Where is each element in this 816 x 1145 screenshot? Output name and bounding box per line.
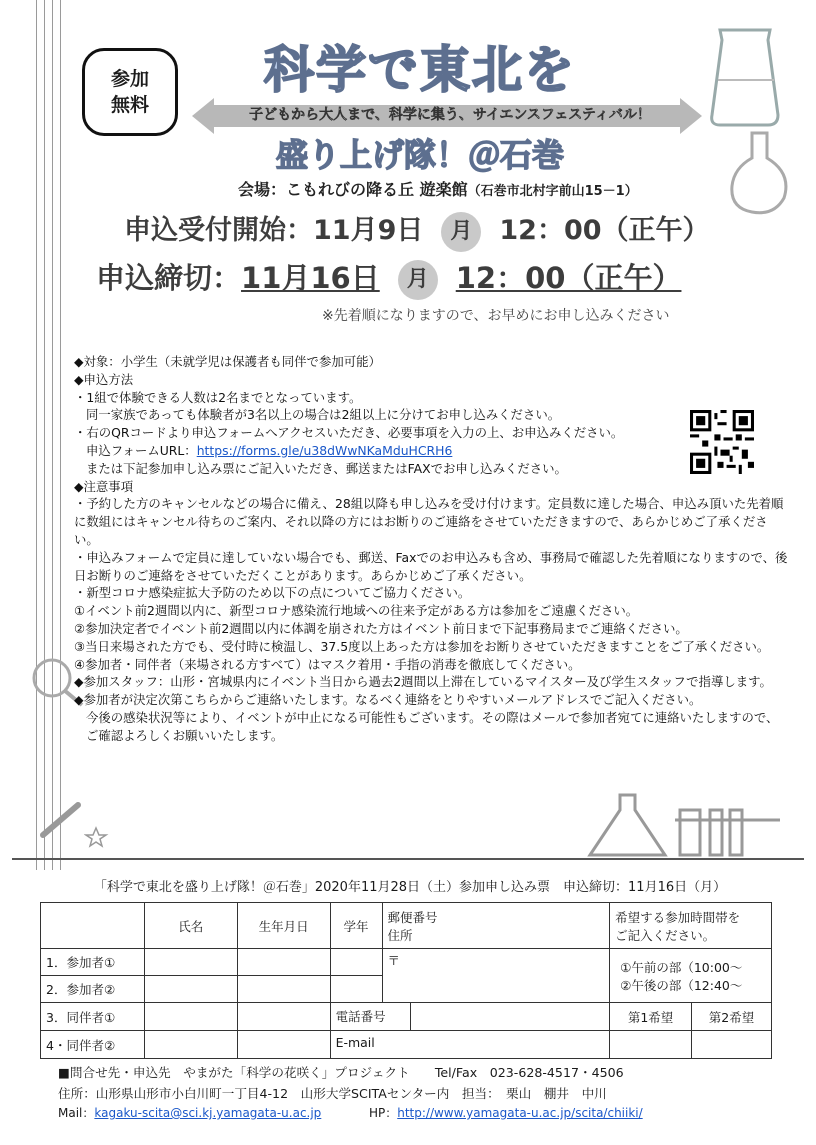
col-birth: 生年月日: [237, 903, 330, 949]
contact-text: ◆参加者が決定次第こちらからご連絡いたします。なるべく連絡をとりやすいメールアドレスでご記入ください。: [74, 692, 702, 708]
application-form-table: [40, 902, 772, 1059]
method-text: ・右のQRコードより申込フォームへアクセスいただき、必要事項を入力の上、お申込みください。: [74, 425, 624, 441]
caution-text: ・申込みフォームで定員に達していない場合でも、郵送、Faxでのお申込みも含め、事務局で確認した先着順になりますので、後日お断りのご連絡をさせていただくことがあります。あらかじめご了承ください。: [74, 549, 788, 583]
hp-link[interactable]: http://www.yamagata-u.ac.jp/scita/chiiki/: [397, 1106, 643, 1120]
postal-mark: 〒: [387, 953, 401, 968]
email-cell: [330, 1031, 610, 1059]
method-heading: ◆申込方法: [74, 371, 134, 387]
form-url-link[interactable]: https://forms.gle/u38dWwNKaMduHCRH6: [196, 442, 453, 458]
caution-text: ②参加決定者でイベント前2週間以内に体調を崩された方はイベント前日まで下記事務局までご連絡ください。: [74, 620, 688, 636]
name-field[interactable]: [144, 949, 237, 976]
birth-field[interactable]: [237, 949, 330, 976]
grade-field[interactable]: [330, 976, 382, 1003]
caution-text: ①イベント前2週間以内に、新型コロナ感染流行地域への往来予定がある方は参加をご遠慮ください。: [74, 603, 639, 619]
lab-equipment-icon: [580, 790, 790, 860]
badge-line2: 無料: [110, 94, 149, 116]
table-cell: [41, 903, 145, 949]
decor-line: [60, 0, 61, 870]
first-come-note: ※先着順になりますので、お早めにお申し込みください: [322, 308, 670, 324]
free-badge: [82, 48, 178, 136]
table-row: [41, 1031, 772, 1059]
form-url-label: 申込フォームURL：: [86, 442, 197, 458]
name-field[interactable]: [144, 1003, 237, 1031]
mail-link[interactable]: kagaku-scita@sci.kj.yamagata-u.ac.jp: [94, 1106, 322, 1120]
col-postal-address: [382, 903, 610, 949]
phone-field[interactable]: [411, 1003, 610, 1030]
table-row: [41, 1003, 772, 1031]
contact-text: 今後の感染状況等により、イベントが中止になる可能性もございます。その際はメールで参加者宛てに連絡いたしますので、ご確認よろしくお願いいたします。: [86, 709, 779, 743]
table-header-row: [41, 903, 772, 949]
form-title: 「科学で東北を盛り上げ隊！＠石巻」2020年11月28日（土）参加申し込み票 申込締切：11月16日（月）: [93, 880, 727, 895]
event-title-top: 科学で東北を: [264, 41, 576, 99]
phone-label-text: 電話番号: [331, 1003, 411, 1030]
choice2-label: 第2希望: [692, 1003, 772, 1031]
mail-hp-line: [58, 1104, 643, 1121]
venue-address: （石巻市北村字前山15－1）: [467, 184, 638, 199]
caution-text: ・新型コロナ感染症拡大予防のため以下の点についてご協力ください。: [74, 585, 471, 601]
choice1-label: 第1希望: [610, 1003, 692, 1031]
beaker-icon: [690, 20, 800, 130]
badge-line1: 参加: [110, 68, 149, 90]
hp-label: HP：: [368, 1106, 398, 1120]
email-row: [331, 1031, 610, 1058]
col-time-line1: 希望する参加時間帯を: [615, 909, 741, 925]
row-label: 3．同伴者①: [41, 1003, 145, 1031]
address-field[interactable]: [382, 949, 610, 1003]
method-text: または下記参加申し込み票にご記入いただき、郵送またはFAXでお申し込みください。: [86, 460, 567, 476]
qr-code-icon[interactable]: [690, 410, 754, 474]
col-address: 住所: [387, 927, 413, 943]
name-field[interactable]: [144, 1031, 237, 1059]
start-dow: 月: [441, 212, 481, 252]
pm-option: ②午後の部（12:40〜: [620, 977, 743, 993]
application-deadline: [96, 256, 681, 300]
target-text: ◆対象：小学生（未就学児は保護者も同伴で参加可能）: [74, 354, 381, 369]
staff-text: ◆参加スタッフ：山形・宮城県内にイベント当日から過去2週間以上滞在しているマイスター及び学生スタッフで指導します。: [74, 674, 772, 690]
time-options: [610, 949, 772, 1003]
row-label: 2．参加者②: [41, 976, 145, 1003]
end-dow: 月: [398, 260, 438, 300]
method-text: 同一家族であっても体験者が3名以上の場合は2組以上に分けてお申し込みください。: [86, 407, 561, 423]
col-time: [610, 903, 772, 949]
end-label: 申込締切：: [96, 261, 242, 295]
end-date: 11月16日: [241, 261, 380, 295]
col-postal: 郵便番号: [387, 909, 438, 925]
row-label: 1．参加者①: [41, 949, 145, 976]
name-field[interactable]: [144, 976, 237, 1003]
table-row: [41, 949, 772, 976]
col-grade: 学年: [330, 903, 382, 949]
birth-field[interactable]: [237, 1031, 330, 1059]
col-time-line2: ご記入ください。: [615, 927, 716, 943]
tagline: 子どもから大人まで、科学に集う、サイエンスフェスティバル！: [249, 107, 651, 123]
end-time: 12：00（正午）: [455, 261, 682, 295]
event-title-bottom: 盛り上げ隊！＠石巻: [275, 136, 564, 174]
birth-field[interactable]: [237, 1003, 330, 1031]
caution-heading: ◆注意事項: [74, 478, 134, 494]
email-field[interactable]: [411, 1031, 610, 1058]
col-name: 氏名: [144, 903, 237, 949]
star-icon: [84, 826, 114, 848]
application-start: [124, 208, 710, 252]
venue-label: 会場：こもれびの降る丘 遊楽館: [238, 180, 468, 199]
flask-icon: [722, 128, 802, 218]
decor-line: [44, 0, 45, 870]
start-date: 11月9日: [313, 215, 424, 246]
choice2-field[interactable]: [692, 1031, 772, 1059]
phone-label: [330, 1003, 610, 1031]
decor-line: [52, 0, 53, 870]
start-time: 12：00（正午）: [499, 215, 710, 246]
caution-text: ④参加者・同伴者（来場される方すべて）はマスク着用・手指の消毒を徹底してください。: [74, 656, 581, 672]
email-label: E-mail: [335, 1035, 375, 1050]
am-option: ①午前の部（10:00〜: [620, 959, 743, 975]
address-line: 住所：山形県山形市小白川町一丁目4-12 山形大学SCITAセンター内 担当： 栗山 棚井 中川: [58, 1086, 607, 1101]
mail-label: Mail：: [58, 1106, 95, 1120]
start-label: 申込受付開始：: [124, 215, 313, 246]
caution-text: ③当日来場された方でも、受付時に検温し、37.5度以上あった方は参加をお断りさせていただきますことをご了承ください。: [74, 638, 770, 654]
grade-field[interactable]: [330, 949, 382, 976]
row-label: 4・同伴者②: [41, 1031, 145, 1059]
caution-text: ・予約した方のキャンセルなどの場合に備え、28組以降も申し込みを受け付けます。定員数に達した場合、申込み頂いた先着順に数組にはキャンセル待ちのご案内、それ以降の方にはお断りのご連絡をさせていただきますので、あらかじめご了承ください。: [74, 496, 784, 547]
method-text: ・1組で体験できる人数は2名までとなっています。: [74, 389, 362, 405]
birth-field[interactable]: [237, 976, 330, 1003]
venue: [238, 177, 638, 200]
phone-row: [331, 1003, 610, 1030]
contact-line: ■問合せ先・申込先 やまがた「科学の花咲く」プロジェクト Tel/Fax 023-628-4517・4506: [58, 1065, 624, 1080]
decor-line: [36, 0, 37, 870]
choice1-field[interactable]: [610, 1031, 692, 1059]
test-tube-icon: [38, 800, 88, 840]
section-divider: [12, 858, 804, 860]
details-section: [74, 353, 788, 745]
form-url-line: [74, 442, 788, 460]
